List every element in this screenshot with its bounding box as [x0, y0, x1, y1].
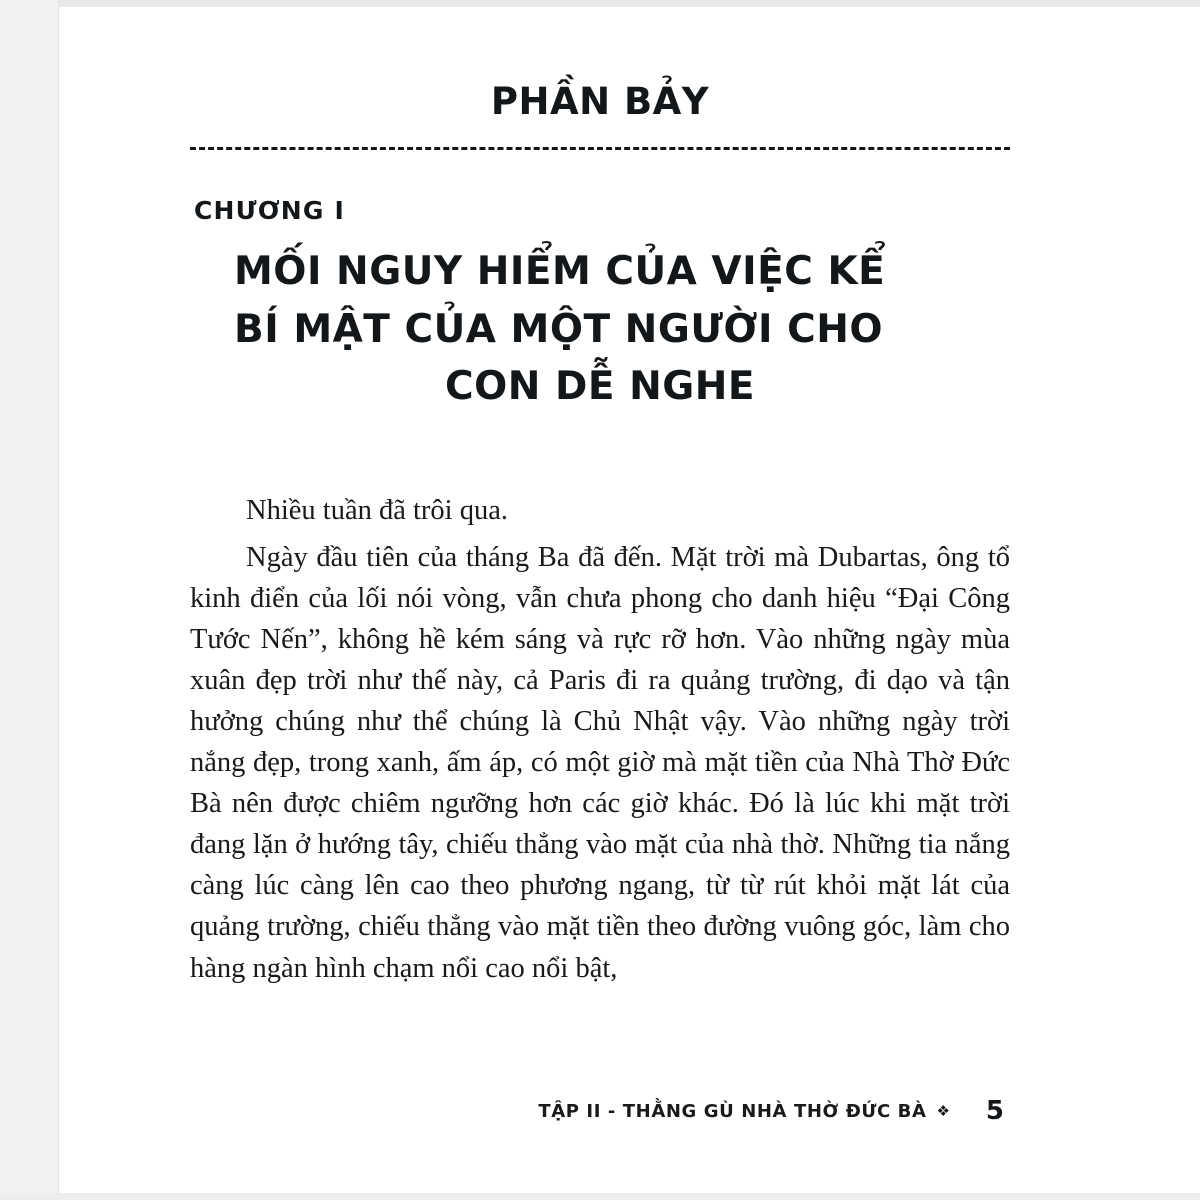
- page-content: [190, 80, 1010, 989]
- paragraph: Ngày đầu tiên của tháng Ba đã đến. Mặt trời mà Dubartas, ông tổ kinh điển của lối nói vòng, vẫn chưa phong cho danh hiệu “Đại Công Tước Nến”, không hề kém sáng và rực rỡ hơn. Vào những ngày mùa xuân đẹp trời như thế này, cả Paris đi ra quảng trường, đi dạo và tận hưởng chúng như thể chúng là Chủ Nhật vậy. Vào những ngày trời nắng đẹp, trong xanh, ấm áp, có một giờ mà mặt tiền của Nhà Thờ Đức Bà nên được chiêm ngưỡng hơn các giờ khác. Đó là lúc khi mặt trời đang lặn ở hướng tây, chiếu thẳng vào mặt của nhà thờ. Những tia nắng càng lúc càng lên cao theo phương ngang, từ từ rút khỏi mặt lát của quảng trường, chiếu thẳng vào mặt tiền theo đường vuông góc, làm cho hàng ngàn hình chạm nổi cao nổi bật,: [190, 542, 1010, 984]
- part-title: PHẦN BẢY: [490, 80, 710, 123]
- chapter-title-line-1: MỐI NGUY HIỂM CỦA VIỆC KỂ: [234, 249, 886, 294]
- page-left-gutter: [0, 0, 59, 1200]
- paragraph: Nhiều tuần đã trôi qua.: [246, 495, 508, 527]
- chapter-title-line-2: BÍ MẬT CỦA MỘT NGƯỜI CHO: [234, 306, 883, 352]
- chapter-title: [190, 243, 1010, 416]
- body-text: [190, 490, 1010, 988]
- page-top-edge: [0, 0, 1200, 7]
- running-head: TẬP II - THẰNG GÙ NHÀ THỜ ĐỨC BÀ: [538, 1100, 927, 1122]
- dashed-divider: [190, 147, 1010, 150]
- chapter-title-line-3: CON DỄ NGHE: [444, 364, 756, 410]
- page-bottom-edge: [0, 1193, 1200, 1200]
- page-number: 5: [985, 1096, 1004, 1126]
- chapter-label: CHƯƠNG I: [194, 196, 346, 225]
- page-footer: [190, 1096, 1010, 1126]
- ornament-icon: ❖: [936, 1102, 950, 1120]
